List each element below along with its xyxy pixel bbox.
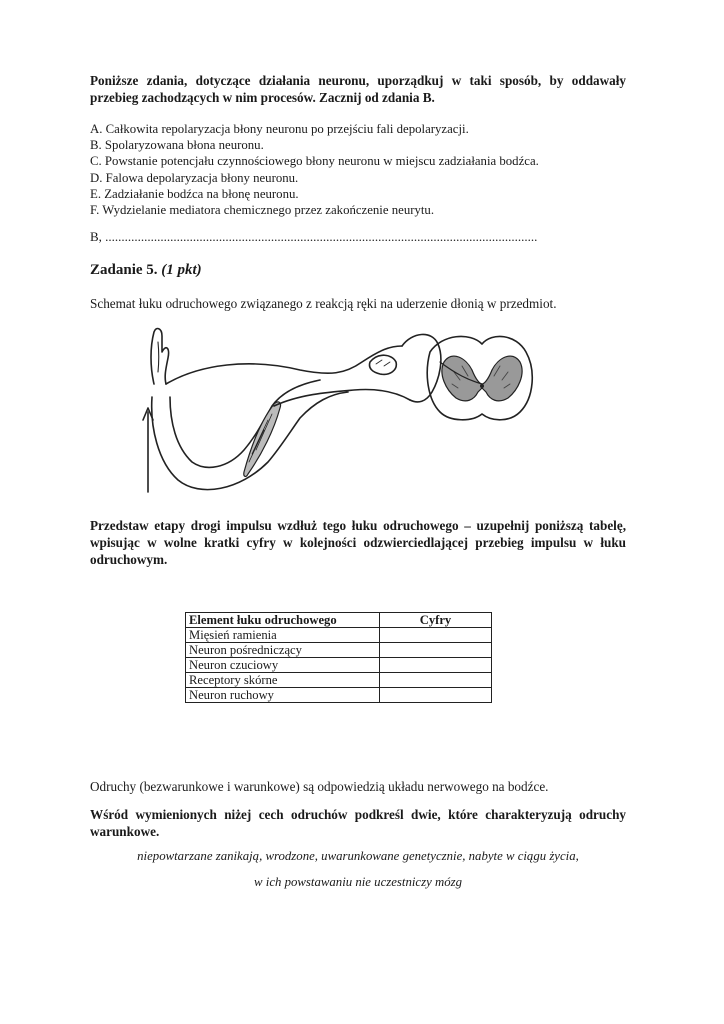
motor-nerve: [274, 389, 410, 406]
header-digits: Cyfry: [380, 613, 492, 628]
row-answer-cell[interactable]: [380, 658, 492, 673]
task5-points: (1 pkt): [161, 262, 202, 278]
reflex-arc-diagram: [140, 322, 540, 507]
task6-instruction: Wśród wymienionych niżej cech odruchów podkreśl dwie, które charakteryzują odruchy warunkowe.: [90, 807, 626, 839]
task4-options-list: [90, 121, 539, 218]
figure-caption: Schemat łuku odruchowego związanego z reakcją ręki na uderzenie dłonią w przedmiot.: [90, 296, 557, 311]
spinal-ganglion: [369, 355, 396, 374]
table-row: [186, 643, 492, 658]
sensory-nerve: [166, 346, 402, 384]
task4-answer-line[interactable]: B, .....................................................................................................................................: [90, 229, 538, 244]
hand-outline: [151, 329, 169, 384]
table-row: [186, 628, 492, 643]
option-f: F. Wydzielanie mediatora chemicznego przez zakończenie neurytu.: [90, 203, 435, 218]
reflex-arc-table: [185, 612, 492, 703]
table-row: [186, 658, 492, 673]
grey-matter: [442, 356, 522, 401]
header-element: Element łuku odruchowego: [186, 613, 380, 628]
row-answer-cell[interactable]: [380, 673, 492, 688]
option-b: B. Spolaryzowana błona neuronu.: [90, 138, 264, 153]
task5-heading: [90, 262, 202, 279]
table-row: [186, 673, 492, 688]
features-line-2[interactable]: w ich powstawaniu nie uczestniczy mózg: [254, 875, 462, 889]
task5-instruction: Przedstaw etapy drogi impulsu wzdłuż tego łuku odruchowego – uzupełnij poniższą tabelę, wpisując w wolne kratki cyfry w kolejności odzwierciedlającej przebieg impulsu w łuku odruchowym.: [90, 518, 626, 567]
row-answer-cell[interactable]: [380, 688, 492, 703]
task5-title: Zadanie 5.: [90, 262, 158, 278]
task6-intro: Odruchy (bezwarunkowe i warunkowe) są odpowiedzią układu nerwowego na bodźce.: [90, 779, 549, 794]
table-header-row: [186, 613, 492, 628]
arm-outer-contour: [152, 392, 348, 490]
central-canal: [480, 384, 484, 388]
row-answer-cell[interactable]: [380, 628, 492, 643]
row-label: Neuron ruchowy: [186, 688, 380, 703]
row-label: Neuron czuciowy: [186, 658, 380, 673]
arm-inner-contour: [170, 380, 320, 467]
row-label: Neuron pośredniczący: [186, 643, 380, 658]
row-label: Receptory skórne: [186, 673, 380, 688]
option-c: C. Powstanie potencjału czynnościowego błony neuronu w miejscu zadziałania bodźca.: [90, 154, 539, 169]
table-row: [186, 688, 492, 703]
hand-finger-line: [158, 342, 159, 372]
option-d: D. Falowa depolaryzacja błony neuronu.: [90, 170, 299, 185]
option-a: A. Całkowita repolaryzacja błony neuronu po przejściu fali depolaryzacji.: [90, 122, 469, 136]
dorsal-root-loop: [402, 334, 441, 401]
features-line-1[interactable]: niepowtarzane zanikają, wrodzone, uwarunkowane genetycznie, nabyte w ciągu życia,: [137, 849, 579, 863]
arm-muscle: [244, 402, 281, 477]
row-answer-cell[interactable]: [380, 643, 492, 658]
task4-instruction: Poniższe zdania, dotyczące działania neuronu, uporządkuj w taki sposób, by oddawały przebieg zachodzących w nim procesów. Zacznij od zdania B.: [90, 73, 626, 105]
row-label: Mięsień ramienia: [186, 628, 380, 643]
option-e: E. Zadziałanie bodźca na błonę neuronu.: [90, 186, 299, 201]
